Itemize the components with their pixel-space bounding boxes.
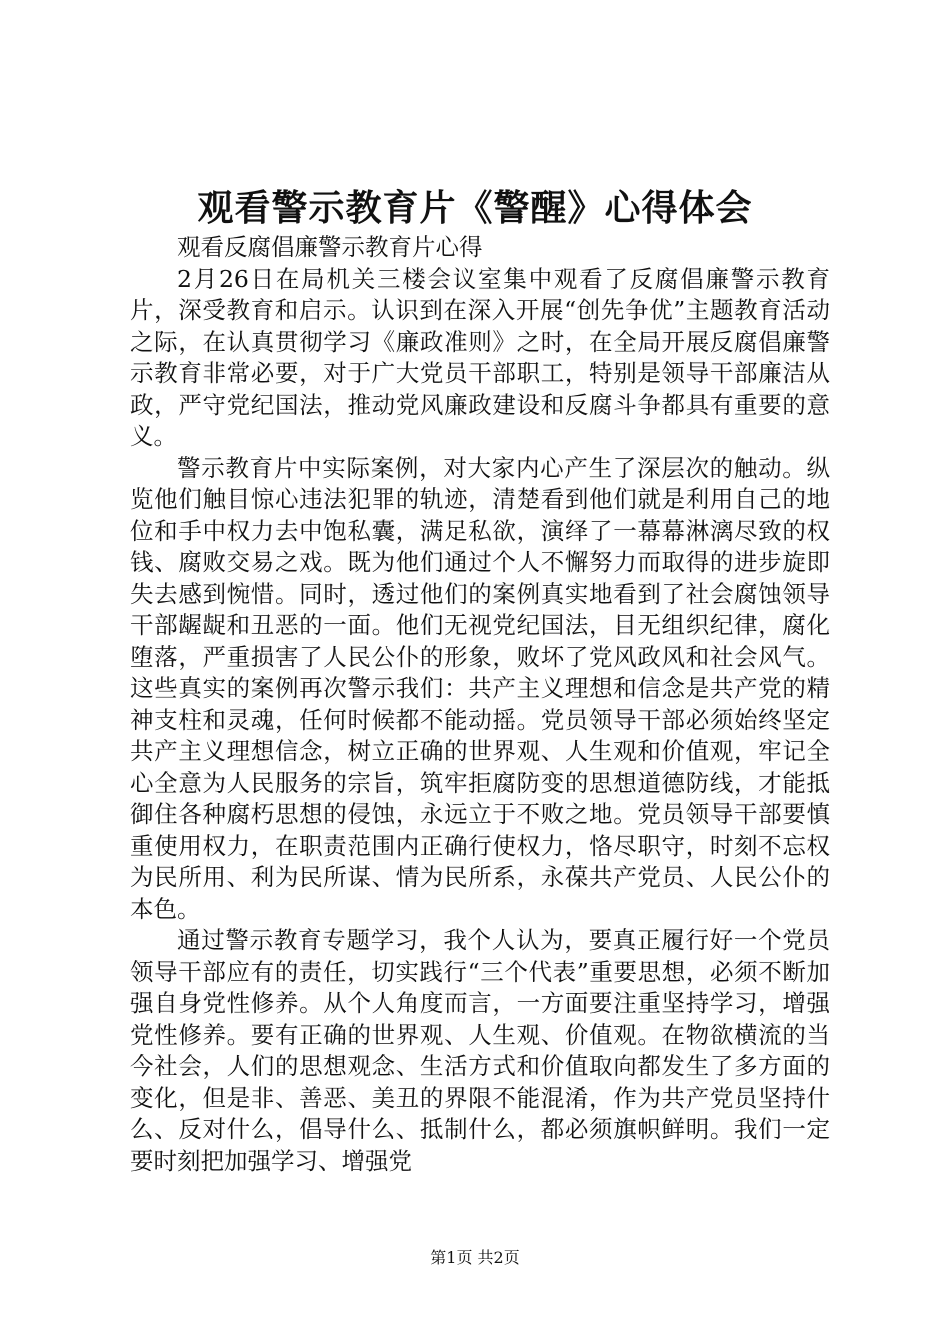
paragraph-2: 警示教育片中实际案例，对大家内心产生了深层次的触动。纵览他们触目惊心违法犯罪的轨迹，清楚看到他们就是利用自己的地位和手中权力去中饱私囊，满足私欲，演绎了一幕幕淋漓尽致的权钱、腐败交易之戏。既为他们通过个人不懈努力而取得的进步旋即失去感到惋惜。同时，透过他们的案例真实地看到了社会腐蚀领导干部龌龊和丑恶的一面。他们无视党纪国法，目无组织纪律，腐化堕落，严重损害了人民公仆的形象，败坏了党风政风和社会风气。这些真实的案例再次警示我们：共产主义理想和信念是共产党的精神支柱和灵魂，任何时候都不能动摇。党员领导干部必须始终坚定共产主义理想信念，树立正确的世界观、人生观和价值观，牢记全心全意为人民服务的宗旨，筑牢拒腐防变的思想道德防线，才能抵御住各种腐朽思想的侵蚀，永远立于不败之地。党员领导干部要慎重使用权力，在职责范围内正确行使权力，恪尽职守，时刻不忘权为民所用、利为民所谋、情为民所系，永葆共产党员、人民公仆的本色。 <box>130 453 830 923</box>
page-number-footer: 第1页 共2页 <box>430 1248 520 1267</box>
document-subtitle: 观看反腐倡廉警示教育片心得 <box>177 233 483 261</box>
document-body <box>130 232 830 1177</box>
document-title: 观看警示教育片《警醒》心得体会 <box>197 187 753 229</box>
paragraph-1: 2月26日在局机关三楼会议室集中观看了反腐倡廉警示教育片，深受教育和启示。认识到在深入开展“创先争优”主题教育活动之际，在认真贯彻学习《廉政准则》之时，在全局开展反腐倡廉警示教育非常必要，对于广大党员干部职工，特别是领导干部廉洁从政，严守党纪国法，推动党风廉政建设和反腐斗争都具有重要的意义。 <box>130 264 830 450</box>
paragraph-3: 通过警示教育专题学习，我个人认为，要真正履行好一个党员领导干部应有的责任，切实践行“三个代表”重要思想，必须不断加强自身党性修养。从个人角度而言，一方面要注重坚持学习，增强党性修养。要有正确的世界观、人生观、价值观。在物欲横流的当今社会，人们的思想观念、生活方式和价值取向都发生了多方面的变化，但是非、善恶、美丑的界限不能混淆，作为共产党员坚持什么、反对什么，倡导什么、抵制什么，都必须旗帜鲜明。我们一定要时刻把加强学习、增强党 <box>130 926 830 1175</box>
